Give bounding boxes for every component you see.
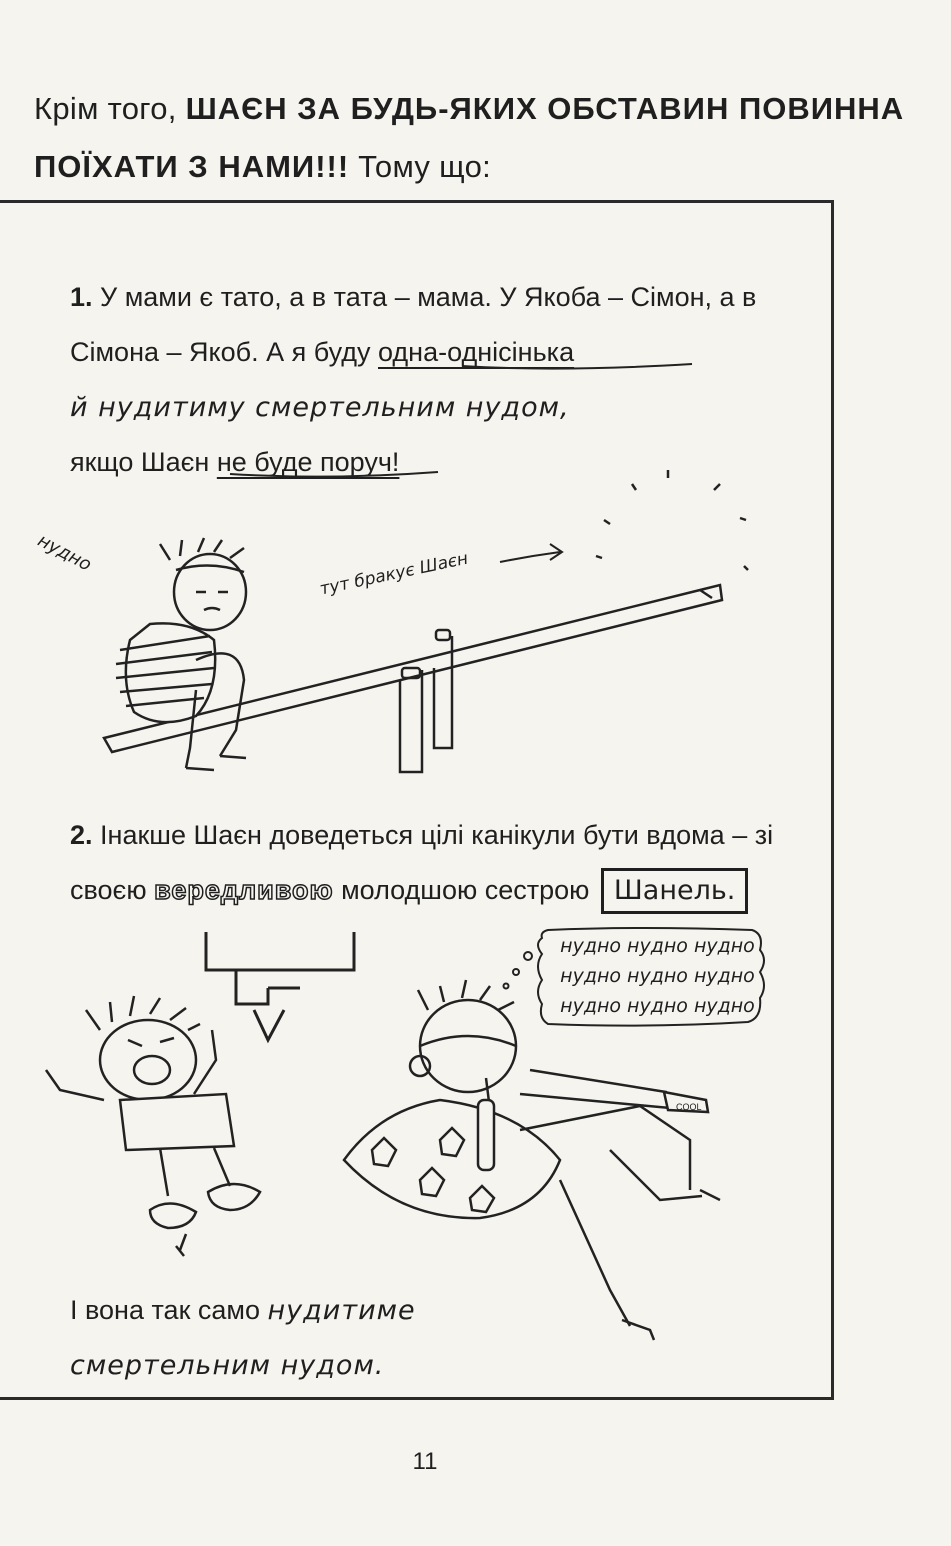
point-1-text: У мами є тато, а в тата – мама. У Якоба – Сімон, а в Сімона – Якоб. А я буду xyxy=(70,282,757,367)
intro-emphasis: ШАЄН ЗА БУДЬ-ЯКИХ ОБСТАВИН ПОВИННА ПОЇХАТИ З НАМИ!!! xyxy=(34,91,905,184)
point-1-condition: якщо Шаєн xyxy=(70,447,210,477)
speech-arrow xyxy=(206,970,300,1040)
thought-line: нудно нудно нудно xyxy=(560,995,755,1017)
ending-text: І вона так само xyxy=(70,1295,260,1325)
lying-girl-drawing xyxy=(344,980,720,1340)
intro-lead: Крім того, xyxy=(34,91,177,126)
point-1-underlined-alone: одна-однісінька xyxy=(378,337,575,367)
page-number: 11 xyxy=(412,1448,438,1475)
point-2-outlined-word: вередливою xyxy=(154,875,334,905)
point-2-boxed-name: Шанель. xyxy=(601,868,748,914)
point-1-script-text: й нудитиму смертельним нудом, xyxy=(70,392,570,423)
thought-line: нудно нудно нудно xyxy=(560,935,755,957)
point-2-number: 2. xyxy=(70,820,93,850)
bored-label: нудно xyxy=(34,530,95,576)
point-2-text: Інакше Шаєн доведеться цілі канікули бути вдома – зі своєю xyxy=(70,820,774,905)
point-1-number: 1. xyxy=(70,282,93,312)
remote-label: COOL xyxy=(676,1102,702,1112)
ending-script-1: нудитиме xyxy=(267,1295,416,1326)
screaming-sister-drawing xyxy=(46,996,260,1256)
missing-shayen-label: тут бракує Шаєн xyxy=(318,548,470,600)
point-2-text-2: молодшою сестрою xyxy=(341,875,590,905)
thought-bubble xyxy=(504,928,765,1026)
sparkle-dashes xyxy=(596,470,748,570)
thought-line: нудно нудно нудно xyxy=(560,965,755,987)
point-1-underlined-not-near: не буде поруч! xyxy=(216,447,400,477)
arrow-icon xyxy=(500,544,562,562)
intro-tail: Тому що: xyxy=(358,149,492,184)
ending-script-2: смертельним нудом. xyxy=(70,1350,385,1381)
